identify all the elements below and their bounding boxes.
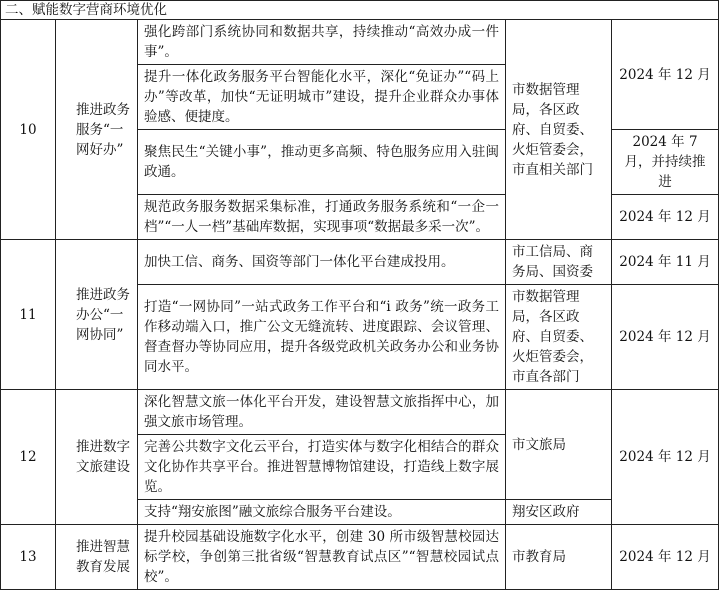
row-number: 10 [1, 20, 56, 240]
task-name: 推进数字文旅建设 [56, 390, 138, 525]
deadline: 2024 年 12 月 [612, 285, 719, 390]
table-row [1, 20, 719, 65]
table-row [1, 390, 719, 435]
deadline: 2024 年 12 月 [612, 20, 719, 130]
task-item: 加快工信、商务、国资等部门一体化平台建成投用。 [138, 240, 506, 285]
task-name: 推进政务服务“一网好办” [56, 20, 138, 240]
deadline: 2024 年 12 月 [612, 525, 719, 590]
responsible-department: 市教育局 [506, 525, 612, 590]
table-row [1, 525, 719, 590]
task-item: 规范政务服务数据采集标准，打通政务服务系统和“一企一档”“一人一档”基础库数据，实现事项“数据最多采一次”。 [138, 195, 506, 240]
task-item: 打造“一网协同”一站式政务工作平台和“i 政务”统一政务工作移动端入口，推广公文无缝流转、进度跟踪、会议管理、督查督办等协同应用，提升各级党政机关政务办公和业务协同水平。 [138, 285, 506, 390]
task-item: 提升一体化政务服务平台智能化水平，深化“免证办”“码上办”等改革，加快“无证明城市”建设，提升企业群众办事体验感、便捷度。 [138, 65, 506, 130]
task-item: 提升校园基础设施数字化水平，创建 30 所市级智慧校园达标学校，争创第三批省级“智慧教育试点区”“智慧校园试点校”。 [138, 525, 506, 590]
section-header-row [1, 1, 719, 20]
task-item: 强化跨部门系统协同和数据共享，持续推动“高效办成一件事”。 [138, 20, 506, 65]
deadline: 2024 年 11 月 [612, 240, 719, 285]
task-name: 推进政务办公“一网协同” [56, 240, 138, 390]
row-number: 11 [1, 240, 56, 390]
responsible-department: 市文旅局 [506, 390, 612, 500]
responsible-department: 市数据管理局，各区政府、自贸委、火炬管委会，市直各部门 [506, 285, 612, 390]
responsible-department: 市数据管理局，各区政府、自贸委、火炬管委会，市直相关部门 [506, 20, 612, 240]
task-item: 深化智慧文旅一体化平台开发，建设智慧文旅指挥中心，加强文旅市场管理。 [138, 390, 506, 435]
row-number: 12 [1, 390, 56, 525]
deadline: 2024 年 12 月 [612, 390, 719, 525]
row-number: 13 [1, 525, 56, 590]
responsible-department: 市工信局、商务局、国资委 [506, 240, 612, 285]
task-item: 完善公共数字文化云平台，打造实体与数字化相结合的群众文化协作共享平台。推进智慧博物馆建设，打造线上数字展览。 [138, 435, 506, 500]
deadline: 2024 年 7 月，并持续推进 [612, 130, 719, 195]
task-name: 推进智慧教育发展 [56, 525, 138, 590]
responsible-department: 翔安区政府 [506, 500, 612, 525]
task-item: 支持“翔安旅图”融文旅综合服务平台建设。 [138, 500, 506, 525]
section-title: 二、赋能数字营商环境优化 [1, 1, 719, 20]
deadline: 2024 年 12 月 [612, 195, 719, 240]
task-item: 聚焦民生“关键小事”，推动更多高频、特色服务应用入驻闽政通。 [138, 130, 506, 195]
table-row [1, 240, 719, 285]
